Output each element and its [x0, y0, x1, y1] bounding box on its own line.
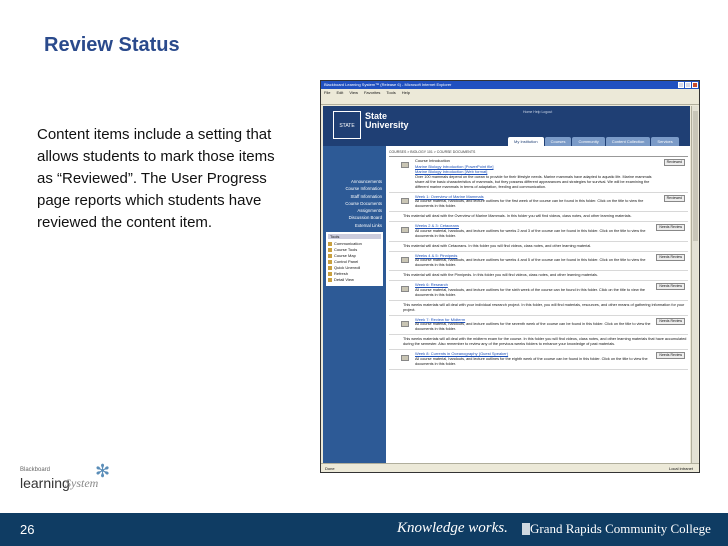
university-name-line1: State	[365, 111, 388, 121]
window-titlebar	[321, 81, 699, 89]
learning-system-logo	[20, 462, 120, 502]
item-title[interactable]: Week 1: Overview of Marine Mammals	[415, 193, 484, 199]
scrollbar-thumb[interactable]	[693, 111, 698, 241]
slide-title: Review Status	[44, 34, 180, 56]
document-icon	[401, 162, 409, 168]
window-title: Blackboard Learning System™ (Release 6) - Microsoft Internet Explorer	[324, 82, 452, 87]
folder-icon	[401, 198, 409, 204]
item-note: This material will deal with the Pinnipeds. In this folder you will find videos, class notes, and other learning materials.	[389, 271, 688, 281]
tool-label: Control Panel	[334, 259, 359, 265]
tools-header: Tools	[328, 234, 381, 239]
menu-tools[interactable]: Tools	[386, 90, 396, 95]
utility-links[interactable]: Home Help Logout	[523, 110, 553, 114]
college-mark-icon	[522, 523, 530, 535]
content-item	[389, 350, 688, 370]
course-documents-area	[389, 148, 688, 463]
tab-courses[interactable]: Courses	[545, 137, 572, 146]
nav-announcements[interactable]: Announcements	[350, 179, 382, 184]
vertical-scrollbar[interactable]	[691, 106, 698, 463]
tool-detail-view[interactable]	[328, 277, 381, 283]
slide-body-text: Content items include a setting that allows students to mark those items as “Reviewed”. The User Progress page reports which students have reviewed the content item.	[37, 126, 275, 231]
course-map-icon	[328, 254, 332, 258]
content-item	[389, 252, 688, 272]
item-description: All course material, handouts, and lecture outlines for the eighth week of the course can be found in this folder. Click on the title to view the documents in this folder.	[415, 356, 648, 366]
breadcrumb[interactable]: COURSES > BIOLOGY 101 > COURSE DOCUMENTS	[389, 148, 688, 157]
review-button[interactable]: Reviewed	[664, 159, 685, 166]
tool-label: Quick Unenroll	[334, 265, 361, 271]
item-link[interactable]: Marine Biology Introduction [Web format]	[415, 169, 488, 174]
item-title[interactable]: Week 8: Currents in Oceanography (Guest Speaker)	[415, 351, 509, 356]
review-button[interactable]: Needs Review	[656, 283, 685, 290]
nav-discussion-board[interactable]: Discussion Board	[348, 215, 382, 221]
menu-edit[interactable]: Edit	[336, 90, 344, 95]
tool-label: Course Tools	[334, 247, 358, 253]
page-number: 26	[20, 522, 35, 537]
nav-external-links[interactable]: External Links	[355, 222, 382, 228]
content-item	[389, 281, 688, 301]
tagline: Knowledge works.	[397, 520, 508, 536]
folder-icon	[401, 286, 409, 292]
menu-file[interactable]: File	[324, 90, 331, 95]
item-note: This weeks materials will all deal with the midterm exam for the course. In this folder you will find videos, class notes, and other learning materials that have accumulated during the semester. Also remember to review any of the previous weeks folders to enhance your knowledge of past materials.	[389, 335, 688, 350]
item-link[interactable]: Marine Biology Introduction [PowerPoint file]	[415, 163, 494, 169]
item-title: Course Introduction	[415, 158, 450, 163]
nav-course-information[interactable]: Course Information	[345, 186, 382, 192]
content-item	[389, 157, 688, 193]
menu-bar	[321, 89, 699, 96]
unenroll-icon	[328, 266, 332, 270]
item-note: This material will deal with Cetaceans. In this folder you will find videos, class notes, and other learning material.	[389, 242, 688, 252]
tool-label: Communication	[334, 241, 362, 247]
item-title[interactable]: Week 6: Research	[415, 282, 448, 287]
window-controls	[678, 82, 698, 88]
item-title[interactable]: Weeks 2 & 3: Cetaceans	[415, 223, 459, 228]
logo-word: learning	[20, 475, 70, 491]
minimize-icon[interactable]	[678, 82, 684, 88]
folder-icon	[401, 257, 409, 263]
refresh-icon	[328, 272, 332, 276]
college-name: Grand Rapids Community College	[530, 521, 711, 536]
communication-icon	[328, 242, 332, 246]
menu-favorites[interactable]: Favorites	[363, 90, 381, 95]
university-name-line2: University	[365, 120, 409, 130]
nav-staff-information[interactable]: Staff Information	[350, 193, 382, 199]
item-description: All course material, handouts, and lecture outlines for the sixth week of the course can be found in this folder. Click on the title to view the documents in this folder.	[415, 287, 646, 297]
footer-bar	[0, 513, 728, 546]
item-note: This weeks materials will all deal with your individual research project. In this folder, you will find materials, resources, and other means of gathering information for your project.	[389, 301, 688, 316]
tab-community[interactable]: Community	[572, 137, 604, 146]
logo-suffix: System	[65, 476, 99, 490]
item-description: Over 100 mammals depend on the ocean to provide for their lifestyle needs. Marine mammals have adapted to aquatic life. Marine mammals share all the basic characteristics of mammals, but they possess different appearances and strategies for survival. We will be examining the different marine mammals in terms of adaptation, feeding and communication.	[415, 174, 652, 189]
tool-label: Course Map	[334, 253, 356, 259]
star-icon: ✻	[95, 461, 111, 481]
item-title[interactable]: Weeks 4 & 5: Pinnipeds	[415, 252, 458, 258]
logo-brand: Blackboard	[20, 467, 51, 473]
status-bar	[321, 463, 699, 472]
tool-label: Detail View	[334, 277, 354, 283]
content-item	[389, 193, 688, 213]
menu-help[interactable]: Help	[401, 90, 410, 95]
tools-panel	[326, 232, 383, 286]
detail-view-icon	[328, 278, 332, 282]
tool-label: Refresh	[334, 271, 349, 277]
security-zone: Local intranet	[668, 466, 693, 471]
folder-icon	[401, 227, 409, 233]
maximize-icon[interactable]	[685, 82, 691, 88]
item-note: This material will deal with the Overview of Marine Mammals. In this folder you will find videos, class notes, and other learning materials.	[389, 212, 688, 222]
review-button[interactable]: Needs Review	[656, 318, 685, 325]
university-name	[365, 112, 409, 130]
item-description: All course material, handouts, and lecture outlines for weeks 2 and 3 of the course can be found in this folder. Click on the title to view the documents in this folder.	[415, 228, 646, 238]
status-text: Done	[325, 466, 335, 471]
item-description: All course material, handouts, and lecture outlines for the first week of the course can be found in this folder. Click on the title to view the documents in this folder.	[415, 199, 644, 208]
review-button[interactable]: Needs Review	[656, 224, 685, 231]
review-button[interactable]: Needs Review	[656, 352, 685, 359]
course-tools-icon	[328, 248, 332, 252]
tab-services[interactable]: Services	[651, 137, 678, 146]
content-item	[389, 316, 688, 336]
folder-icon	[401, 321, 409, 327]
tab-my-institution[interactable]: My Institution	[508, 137, 544, 146]
nav-assignments[interactable]: Assignments	[357, 208, 382, 214]
web-page	[323, 106, 690, 463]
item-description: All course material, handouts, and lecture outlines for weeks 4 and 5 of the course can be found in this folder. Click on the title to view the documents in this folder.	[415, 258, 646, 267]
folder-icon	[401, 355, 409, 361]
course-menu	[323, 146, 386, 463]
close-icon[interactable]	[692, 82, 698, 88]
site-header	[323, 106, 690, 146]
nav-course-documents[interactable]: Course Documents	[345, 200, 382, 206]
content-item	[389, 222, 688, 242]
tab-content-collection[interactable]: Content Collection	[606, 137, 651, 146]
control-panel-icon	[328, 260, 332, 264]
university-shield-logo: STATE	[333, 111, 361, 139]
item-description: All course material, handouts, and lecture outlines for the seventh week of the course can be found in this folder. Click on the title to view the documents in this folder.	[415, 322, 651, 331]
browser-screenshot	[320, 80, 700, 473]
item-title[interactable]: Week 7: Review for Midterm	[415, 316, 466, 322]
browser-toolbar	[321, 96, 699, 105]
menu-view[interactable]: View	[349, 90, 358, 95]
tab-bar	[508, 137, 679, 146]
review-button[interactable]: Needs Review	[656, 254, 685, 261]
review-button[interactable]: Reviewed	[664, 195, 685, 202]
